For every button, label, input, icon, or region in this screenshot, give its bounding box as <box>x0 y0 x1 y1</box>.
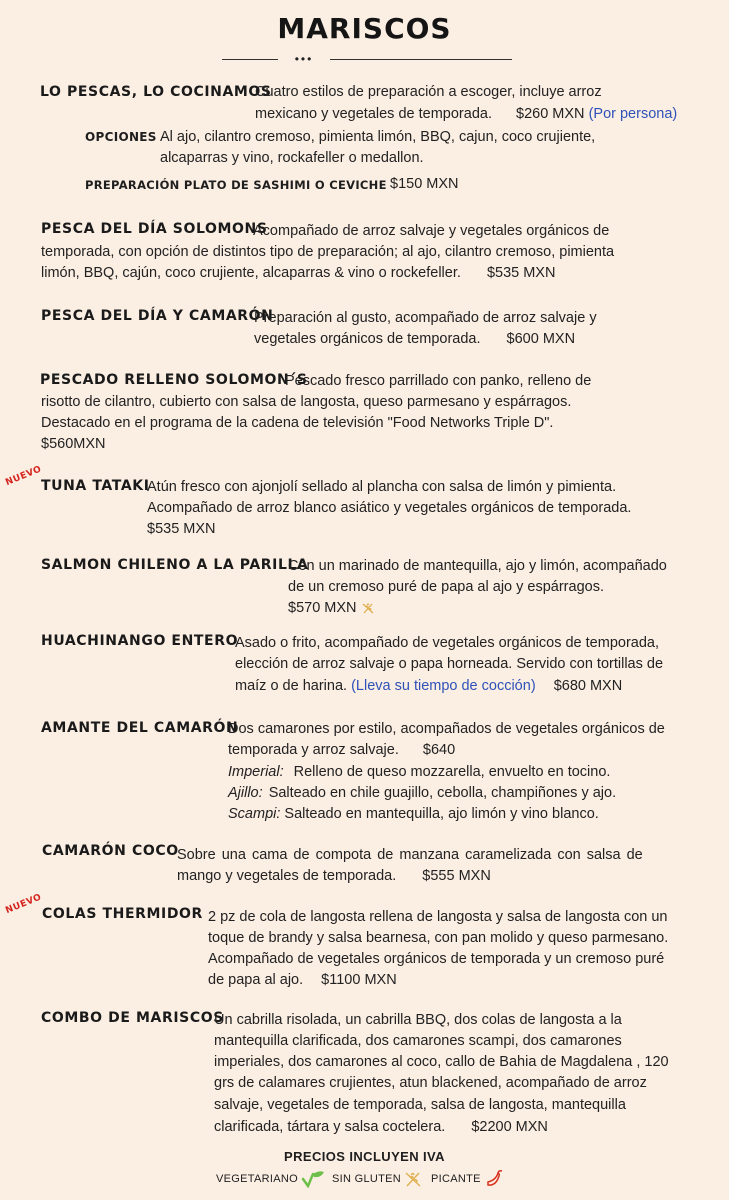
dish-description-line <box>177 866 491 888</box>
dish-description: mantequilla clarificada, dos camarones scampi, dos camarones <box>214 1033 622 1049</box>
style-name: Imperial: <box>228 764 284 780</box>
dish-description-text: temporada y arroz salvaje. <box>228 742 399 758</box>
dish-description-text: clarificada, tártara y salsa coctelera. <box>214 1119 446 1135</box>
dish-name: AMANTE DEL CAMARÓN <box>41 720 239 736</box>
dish-description: Asado o frito, acompañado de vegetales orgánicos de temporada, <box>235 635 659 651</box>
gluten-free-icon <box>361 601 375 615</box>
dish-name: COLAS THERMIDOR <box>42 906 203 922</box>
dish-price: $560MXN <box>41 436 106 452</box>
style-option <box>228 762 610 784</box>
style-name: Ajillo: <box>228 785 263 801</box>
dish-description: Pescado fresco parrillado con panko, relleno de <box>285 373 592 389</box>
new-badge: NUEVO <box>4 464 44 488</box>
style-name: Scampi: <box>228 806 281 822</box>
dish-description-line <box>41 263 555 285</box>
dish-price: $600 MXN <box>506 331 576 347</box>
legend-label: SIN GLUTEN <box>332 1172 402 1185</box>
dish-name: LO PESCAS, LO COCINAMOS <box>40 84 272 100</box>
dish-description: Acompañado de vegetales orgánicos de temporada y un cremoso puré <box>208 951 665 967</box>
dish-description: imperiales, dos camarones al coco, callo de Bahia de Magdalena , 120 <box>214 1054 669 1070</box>
dish-description: Con un marinado de mantequilla, ajo y limón, acompañado <box>288 558 667 574</box>
legend-vegetarian <box>216 1170 325 1188</box>
legend-label: VEGETARIANO <box>216 1172 298 1185</box>
dish-price: $1100 MXN <box>321 972 397 988</box>
dish-description: Sobre una cama de compota de manzana caramelizada con salsa de <box>177 847 643 863</box>
new-badge: NUEVO <box>4 892 44 916</box>
dish-description: salvaje, vegetales de temporada, salsa de langosta, mantequilla <box>214 1097 626 1113</box>
dish-price: $535 MXN <box>486 265 556 281</box>
dish-price: $260 MXN <box>516 106 585 122</box>
style-option <box>228 804 599 826</box>
dish-description: Acompañado de arroz blanco asiático y vegetales orgánicos de temporada. <box>147 500 632 516</box>
dish-description: Atún fresco con ajonjolí sellado al plancha con salsa de limón y pimienta. <box>147 479 617 495</box>
dish-description: risotto de cilantro, cubierto con salsa de langosta, queso parmesano y espárragos. <box>41 394 572 410</box>
dish-price: $535 MXN <box>147 521 216 537</box>
legend-gluten-free <box>332 1170 422 1188</box>
dish-name: TUNA TATAKI <box>41 478 150 494</box>
dish-description: Dos camarones por estilo, acompañados de vegetales orgánicos de <box>228 721 665 737</box>
dish-description-line <box>208 970 397 992</box>
dish-description: Cuatro estilos de preparación a escoger, incluye arroz <box>255 84 602 100</box>
dish-description-line <box>228 740 455 762</box>
title-divider-left <box>222 59 278 60</box>
dish-price: $680 MXN <box>553 678 623 694</box>
tax-notice: PRECIOS INCLUYEN IVA <box>284 1149 445 1164</box>
style-option <box>228 783 616 805</box>
style-description: Relleno de queso mozzarella, envuelto en tocino. <box>293 764 611 780</box>
chili-pepper-icon <box>484 1170 504 1188</box>
options-text: alcaparras y vino, rockafeller o medallon. <box>160 150 424 166</box>
dish-description-text: vegetales orgánicos de temporada. <box>254 331 481 347</box>
dish-description-text: limón, BBQ, cajún, coco crujiente, alcaparras & vino o rockefeller. <box>41 265 461 281</box>
sashimi-label: PREPARACIÓN PLATO DE SASHIMI O CEVICHE <box>85 178 387 192</box>
legend-label: PICANTE <box>431 1172 481 1185</box>
dish-description-line <box>235 676 622 698</box>
dish-price: $555 MXN <box>422 868 491 884</box>
dish-description: toque de brandy y salsa bearnesa, con pan molido y queso parmesano. <box>208 930 669 946</box>
dish-name: PESCADO RELLENO SOLOMON´S <box>40 372 308 388</box>
dish-description: temporada, con opción de distintos tipo de preparación; al ajo, cilantro cremoso, pimienta <box>41 244 615 260</box>
dish-name: PESCA DEL DÍA SOLOMONS <box>41 221 268 237</box>
dish-description: Acompañado de arroz salvaje y vegetales orgánicos de <box>253 223 610 239</box>
dish-price: $570 MXN <box>288 600 357 616</box>
dish-description: Un cabrilla risolada, un cabrilla BBQ, dos colas de langosta a la <box>214 1012 622 1028</box>
price-note: (Lleva su tiempo de cocción) <box>351 678 536 694</box>
gluten-free-icon <box>404 1170 422 1188</box>
dish-name: COMBO DE MARISCOS <box>41 1010 224 1026</box>
dish-description-text: maíz o de harina. <box>235 678 348 694</box>
dish-description: Destacado en el programa de la cadena de televisión "Food Networks Triple D". <box>41 415 554 431</box>
dish-description-text: mexicano y vegetales de temporada. <box>255 106 492 122</box>
dish-price-line <box>288 598 375 620</box>
dish-name: PESCA DEL DÍA Y CAMARÓN <box>41 308 274 324</box>
style-description: Salteado en chile guajillo, cebolla, champiñones y ajo. <box>268 785 617 801</box>
dish-name: HUACHINANGO ENTERO <box>41 633 239 649</box>
dish-description-line <box>214 1117 548 1139</box>
dish-description-line <box>254 329 575 351</box>
dish-description: elección de arroz salvaje o papa horneada. Servido con tortillas de <box>235 656 664 672</box>
dish-price: $640 <box>422 742 456 758</box>
dish-description-text: mango y vegetales de temporada. <box>177 868 397 884</box>
sashimi-price: $150 MXN <box>390 176 459 192</box>
dish-name: SALMON CHILENO A LA PARILLA <box>41 557 309 573</box>
dish-name: CAMARÓN COCO <box>42 843 179 859</box>
legend-spicy <box>431 1170 504 1188</box>
options-text: Al ajo, cilantro cremoso, pimienta limón, BBQ, cajun, coco crujiente, <box>160 129 596 145</box>
price-note: (Por persona) <box>588 106 678 122</box>
dish-description-line <box>255 104 677 126</box>
page-title: MARISCOS <box>277 12 452 45</box>
dish-description: grs de calamares crujientes, atun blackened, acompañado de arroz <box>214 1075 647 1091</box>
style-description: Salteado en mantequilla, ajo limón y vino blanco. <box>284 806 599 822</box>
dish-price: $2200 MXN <box>471 1119 548 1135</box>
title-divider-right <box>330 59 512 60</box>
options-label: OPCIONES <box>85 130 157 144</box>
dish-description: Preparación al gusto, acompañado de arroz salvaje y <box>254 310 597 326</box>
dish-description: de un cremoso puré de papa al ajo y espárragos. <box>288 579 604 595</box>
vegetarian-icon <box>301 1170 325 1188</box>
title-ornament: ••• <box>294 52 314 66</box>
dish-description: 2 pz de cola de langosta rellena de langosta y salsa de langosta con un <box>208 909 668 925</box>
dish-description-text: de papa al ajo. <box>208 972 304 988</box>
